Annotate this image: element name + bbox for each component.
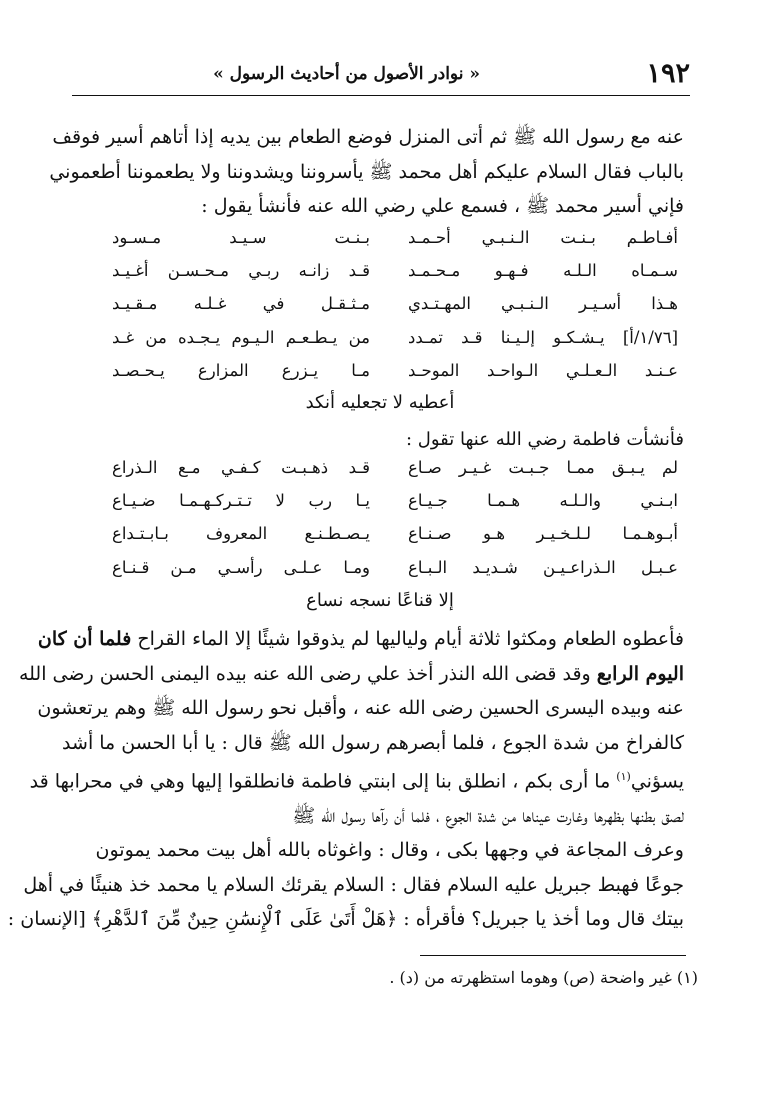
text-line: وعرف المجاعة في وجهها بكى ، وقال : واغوثاه بالله أهل بيت محمد يموتون [95, 839, 684, 862]
verse-second-hemistich: مـا يـزرع المزارع يـحـصـد [112, 360, 370, 380]
verse-first-hemistich: ابـنـي والـلـه هـمـا جـيـاع [408, 491, 678, 511]
verse-second-hemistich: بـنـت سـيـد مـسـود [112, 228, 370, 247]
verse-second-hemistich: قـد زانـه ربـي مـحـسـن أغـيـد [112, 261, 370, 281]
verse-second-hemistich: مـثـقـل في غـلـه مـقـيـد [112, 294, 370, 314]
verse-first-hemistich: [١/٧٦/أ] يـشـكـو إلـيـنا قـد تمـدد [408, 327, 678, 347]
verse [112, 261, 678, 294]
verse-first-hemistich: أفـاطـم بـنـت الـنـبـي أحـمـد [408, 228, 678, 247]
verse-first-hemistich: سـمـاه الـلـه فـهـو مـحـمـد [408, 261, 678, 281]
page-header [70, 56, 690, 96]
text-run: فأعطوه الطعام ومكثوا ثلاثة أيام ولياليها لم يذوقوا شيئًا إلا الماء القراح [137, 628, 684, 650]
poem2-intro [76, 423, 684, 458]
text-run: يسؤني [630, 770, 684, 793]
verse [112, 228, 678, 261]
poem-closing-line: أعطيه لا تجعليه أنكد [305, 392, 455, 413]
verse-first-hemistich: لم يـبـق ممـا جـبـت غـيـر صـاع [408, 458, 678, 477]
verse [112, 361, 678, 394]
footnote: (١) غير واضحة (ص) وهوما استظهرته من (د) . [389, 968, 698, 987]
intro-paragraph [49, 120, 684, 224]
verse [112, 558, 678, 591]
body-paragraph [7, 622, 684, 937]
bold-run: اليوم الرابع [596, 662, 684, 685]
verse [112, 328, 678, 361]
verse-first-hemistich: هـذا أسـيـر الـنـبـي المهـتـدي [408, 294, 678, 314]
verse-first-hemistich: عـبـل الـذراعـيـن شـديـد الـبـاع [408, 557, 678, 577]
poem-fatima [112, 228, 678, 394]
header-divider [72, 95, 690, 96]
verse [112, 458, 678, 491]
text-line: بيتك قال وما أخذ يا جبريل؟ فأقرأه : ﴿هَلْ أَتَىٰ عَلَى ٱلْإِنسَٰنِ حِينٌ مِّنَ ٱلدَّهْرِ﴾ [الإنسان : [7, 908, 684, 931]
text-line: جوعًا فهبط جبريل عليه السلام فقال : السلام يقرئك السلام يا محمد خذ هنيئًا في أهل [23, 873, 684, 896]
verse-second-hemistich: يـصـطـنـع المعروف بـابـتـداع [112, 524, 370, 544]
verse-second-hemistich: يـا رب لا تـتـركـهـمـا ضـيـاع [112, 491, 370, 511]
text-run: ما أرى بكم ، انطلق بنا إلى ابنتي فاطمة فانطلقوا إليها وهي في محرابها قد [29, 770, 617, 793]
text-line: فأنشأت فاطمة رضي الله عنها تقول : [406, 429, 684, 450]
footnote-marker: (١) [616, 770, 631, 783]
verse-second-hemistich: قـد ذهـبـت كـفـي مـع الـذراع [112, 458, 370, 477]
verse-first-hemistich: عـنـد الـعـلـي الـواحـد الموحـد [408, 360, 678, 380]
verse-second-hemistich: من يـطـعـم الـيـوم يـجـده من غـد [112, 327, 370, 347]
verse-first-hemistich: أبـوهـمـا لـلـخـيـر هـو صـنـاع [408, 524, 678, 544]
footnote-divider [420, 955, 686, 956]
text-line [37, 622, 684, 657]
text-run: وقد قضى الله النذر أخذ علي رضى الله عنه بيده اليمنى الحسن رضى الله [18, 662, 597, 685]
verse [112, 294, 678, 327]
bold-run: فلما أن كان [37, 628, 132, 650]
text-line: لصق بطنها بظهرها وغارت عيناها من شدة الجوع ، فلما أن رآها رسول الله ﷺ [292, 804, 684, 827]
verse [112, 524, 678, 557]
text-line: بالباب فقال السلام عليكم أهل محمد ﷺ يأسروننا ويشدوننا ولا يطعموننا أطعموني [49, 160, 684, 183]
verse-second-hemistich: ومـا عـلـى رأسـي مـن قـنـاع [112, 557, 370, 577]
poem-response [112, 458, 678, 591]
text-line: كالفراخ من شدة الجوع ، فلما أبصرهم رسول الله ﷺ قال : يا أبا الحسن ما أشد [62, 731, 684, 754]
text-line: فإني أسير محمد ﷺ ، فسمع علي رضي الله عنه فأنشأ يقول : [201, 195, 684, 217]
text-line: عنه وبيده اليسرى الحسين رضى الله عنه ، وأقبل نحو رسول الله ﷺ وهم يرتعشون [37, 697, 684, 719]
text-line [18, 657, 684, 692]
page-number: ١٩٢ [646, 58, 690, 89]
verse [112, 491, 678, 524]
poem-closing-line: إلا قناعًا نسجه نساع [306, 590, 454, 611]
text-line: عنه مع رسول الله ﷺ ثم أتى المنزل فوضع الطعام بين يديه إذا أتاهم أسير فوقف [52, 126, 684, 148]
running-title: « نوادر الأصول من أحاديث الرسول » [213, 64, 480, 84]
text-line [29, 760, 684, 799]
